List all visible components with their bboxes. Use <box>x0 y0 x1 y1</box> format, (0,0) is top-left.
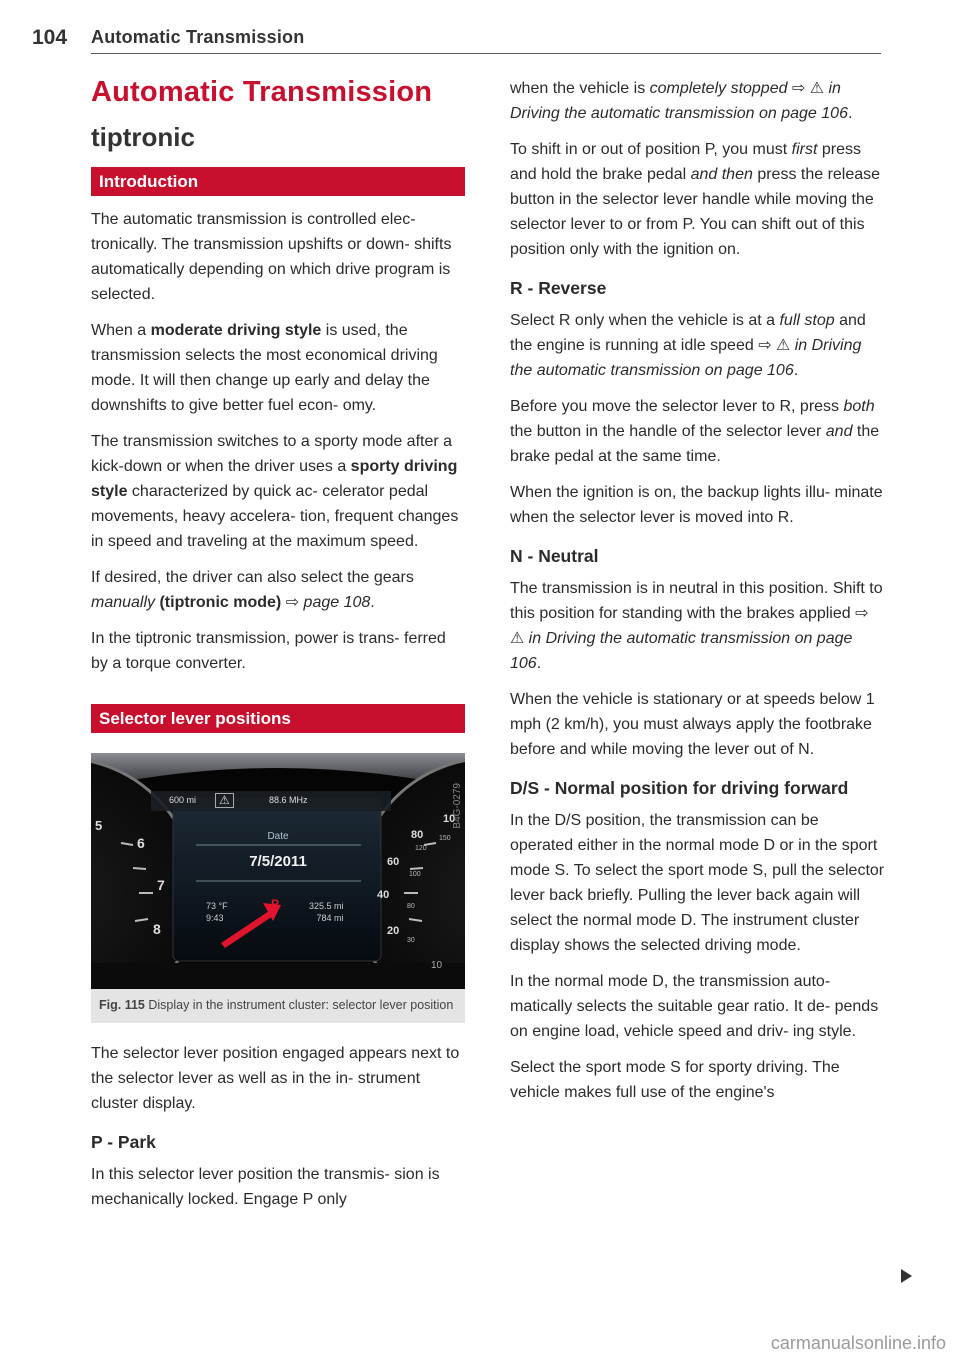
reverse-paragraph-2: Before you move the selector lever to R, press both the button in the handle of the selector lever and the brake pedal at the same time. <box>510 398 880 465</box>
speed-label-30: 30 <box>407 937 415 944</box>
warning-link-3[interactable]: ⇨ ⚠ in Driving the automatic transmission on page 106 <box>510 605 869 672</box>
park-paragraph: In this selector lever position the transmis- sion is mechanically locked. Engage P only <box>91 1166 440 1208</box>
neutral-paragraph-2: When the vehicle is stationary or at speeds below 1 mph (2 km/h), you must always apply the footbrake before and while moving the lever out of N. <box>510 691 875 758</box>
reverse-paragraph-1: Select R only when the vehicle is at a full stop and the engine is running at idle speed ⇨ ⚠ in Driving the automatic transmission on page 106. <box>510 312 866 379</box>
date-label: Date <box>267 831 289 842</box>
total-odometer: 784 <box>316 913 332 923</box>
park-shift-paragraph: To shift in or out of position P, you must first press and hold the brake pedal and then press the release button in the selector lever handle while moving the selector lever to or from P. You can shift out of this position only with the ignition on. <box>510 141 881 258</box>
instrument-cluster-figure: 600 mi ⚠ 88.6 MHz Date 7/5/2011 73 °F 9:43 P 325.5 mi 784 mi 5 6 7 8 80 60 40 20 10 10 120 100 80 150 30 B4G-0279 <box>91 753 465 989</box>
speed-label-80-small: 80 <box>407 903 415 910</box>
warning-link-1[interactable]: ⇨ ⚠ in Driving the automatic transmission on page 106 <box>510 80 848 122</box>
trip-odometer: 325.5 <box>309 901 332 911</box>
ds-paragraph-1: In the D/S position, the transmission can be operated either in the normal mode D or in the sport mode S. To select the sport mode S, pull the selector lever back briefly. Pulling the lever back again will select the normal mode D. The instrument cluster display shows the selected driving mode. <box>510 812 885 954</box>
neutral-paragraph-1: The transmission is in neutral in this position. Shift to this position for standing with the brakes applied ⇨ ⚠ in Driving the automatic transmission on page 106. <box>510 580 883 672</box>
speed-label-60: 60 <box>387 856 400 868</box>
clock: 9:43 <box>206 913 224 923</box>
page-number: 104 <box>32 26 68 49</box>
center-display <box>173 798 381 961</box>
ds-heading: D/S - Normal position for driving forward <box>510 778 849 798</box>
speed-label-20: 20 <box>387 925 400 937</box>
date-value: 7/5/2011 <box>249 853 307 870</box>
tach-label-6: 6 <box>137 835 145 851</box>
ds-paragraph-2: In the normal mode D, the transmission auto- matically selects the suitable gear ratio. It de- pends on engine load, vehicle speed and driv- ing style. <box>510 973 879 1040</box>
figure-code: B4G-0279 <box>452 783 463 829</box>
speed-label-40: 40 <box>377 889 390 901</box>
speed-label-80: 80 <box>411 829 424 841</box>
park-heading: P - Park <box>91 1132 156 1152</box>
neutral-heading: N - Neutral <box>510 546 599 566</box>
page-108-link[interactable]: ⇨ page 108 <box>285 594 371 611</box>
figure-caption: Fig. 115 Display in the instrument cluster: selector lever position <box>91 989 465 1023</box>
tach-label-5: 5 <box>95 818 103 833</box>
speed-label-10-bottom: 10 <box>431 960 443 971</box>
running-title: Automatic Transmission <box>91 27 305 47</box>
intro-paragraph-4: If desired, the driver can also select the gears manually (tiptronic mode) ⇨ page 108. <box>91 569 414 611</box>
intro-paragraph-5: In the tiptronic transmission, power is trans- ferred by a torque converter. <box>91 630 446 672</box>
watermark: carmanualsonline.info <box>770 1333 946 1353</box>
speed-label-10: 10 <box>443 813 456 825</box>
selector-lever-bar: Selector lever positions <box>91 704 465 733</box>
tach-label-8: 8 <box>153 921 161 937</box>
speed-label-100: 100 <box>409 871 421 878</box>
speed-label-120: 120 <box>415 845 427 852</box>
selector-paragraph: The selector lever position engaged appears next to the selector lever as well as in the in- strument cluster display. <box>91 1045 460 1112</box>
intro-paragraph-1: The automatic transmission is controlled elec- tronically. The transmission upshifts or down- shifts automatically depending on which drive program is selected. <box>91 211 452 303</box>
ds-paragraph-3: Select the sport mode S for sporty driving. The vehicle makes full use of the engine's <box>510 1059 840 1101</box>
reverse-heading: R - Reverse <box>510 278 607 298</box>
speed-label-150: 150 <box>439 835 451 842</box>
outside-temp: 73 °F <box>206 901 228 911</box>
left-column <box>91 70 465 1223</box>
chapter-heading: Automatic Transmission <box>91 76 433 108</box>
warning-link-2[interactable]: ⇨ ⚠ in Driving the automatic transmission on page 106 <box>510 337 862 379</box>
warning-icon: ⚠ <box>215 793 234 808</box>
section-heading: tiptronic <box>91 122 195 152</box>
continue-arrow-icon <box>901 1269 912 1283</box>
introduction-bar: Introduction <box>91 167 465 196</box>
tach-label-7: 7 <box>157 877 165 893</box>
radio-readout: 88.6 MHz <box>269 795 308 805</box>
gear-indicator: P <box>271 897 280 911</box>
park-continued: when the vehicle is completely stopped ⇨ ⚠ in Driving the automatic transmission on page 106. <box>510 80 853 122</box>
intro-paragraph-2: When a moderate driving style is used, the transmission selects the most economical driving mode. It will then change up early and delay the downshifts to give better fuel econ- omy. <box>91 322 438 414</box>
reverse-paragraph-3: When the ignition is on, the backup lights illu- minate when the selector lever is moved into R. <box>510 484 883 526</box>
right-column <box>510 76 885 1116</box>
intro-paragraph-3: The transmission switches to a sporty mode after a kick-down or when the driver uses a sporty driving style characterized by quick ac- celerator pedal movements, heavy accelera- tion, frequent changes in speed and traveling at the maximum speed. <box>91 433 459 550</box>
page-header <box>32 24 881 54</box>
